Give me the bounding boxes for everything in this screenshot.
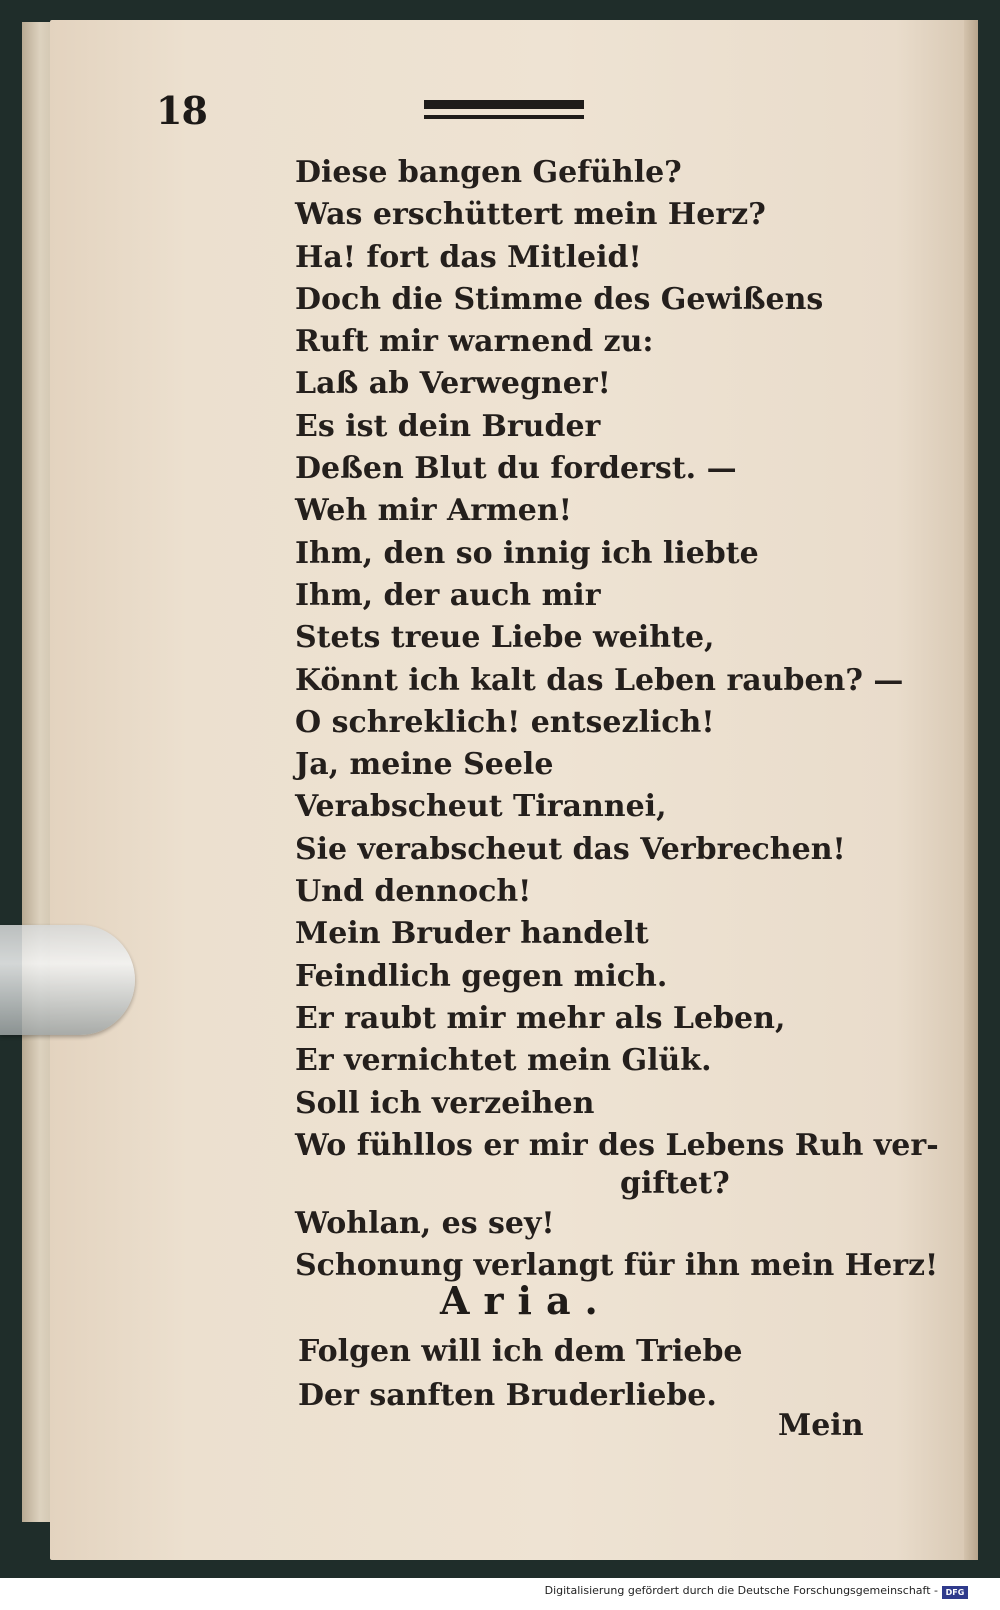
aria-verse bbox=[298, 1330, 743, 1418]
aria-line: Folgen will ich dem Triebe bbox=[298, 1334, 743, 1369]
verse-line: Stets treue Liebe weihte, bbox=[295, 620, 715, 656]
verse-line: Mein Bruder handelt bbox=[295, 916, 649, 952]
verse-line: Diese bangen Gefühle? bbox=[295, 155, 682, 190]
verse-line: Ha! fort das Mitleid! bbox=[295, 239, 642, 275]
verse-line: Er vernichtet mein Glük. bbox=[295, 1043, 712, 1079]
dfg-logo: DFG bbox=[942, 1586, 968, 1599]
verse-line: Wohlan, es sey! bbox=[295, 1206, 555, 1242]
verse-line: Soll ich verzeihen bbox=[295, 1085, 595, 1121]
digitization-credit: Digitalisierung gefördert durch die Deutsche Forschungsgemeinschaft - bbox=[544, 1584, 938, 1597]
recitative-verse bbox=[295, 152, 939, 1288]
catchword: Mein bbox=[778, 1408, 864, 1443]
verse-line: Ihm, der auch mir bbox=[295, 577, 601, 613]
verse-line: Weh mir Armen! bbox=[295, 493, 572, 529]
aria-heading: Aria. bbox=[440, 1278, 612, 1323]
header-rule-thick bbox=[424, 100, 584, 109]
verse-line: Feindlich gegen mich. bbox=[295, 958, 668, 994]
verse-line: Ihm, den so innig ich liebte bbox=[295, 535, 759, 571]
page-number: 18 bbox=[156, 88, 207, 133]
verse-line: Laß ab Verwegner! bbox=[295, 366, 611, 402]
verse-line: Doch die Stimme des Gewißens bbox=[295, 281, 824, 317]
aria-line: Der sanften Bruderliebe. bbox=[298, 1378, 717, 1413]
book-edge-right bbox=[964, 20, 978, 1560]
verse-line: Er raubt mir mehr als Leben, bbox=[295, 1000, 786, 1036]
verse-line: Und dennoch! bbox=[295, 874, 532, 910]
verse-line: Könnt ich kalt das Leben rauben? — bbox=[295, 662, 904, 698]
header-rule-thin bbox=[424, 115, 584, 119]
verse-line-continuation: giftet? bbox=[620, 1166, 730, 1202]
verse-line: Was erschüttert mein Herz? bbox=[295, 197, 766, 233]
verse-line: Verabscheut Tirannei, bbox=[295, 789, 667, 825]
verse-line: Ja, meine Seele bbox=[295, 747, 554, 783]
verse-line: Es ist dein Bruder bbox=[295, 408, 601, 444]
verse-line: Schonung verlangt für ihn mein Herz! bbox=[295, 1248, 939, 1284]
verse-line: Ruft mir warnend zu: bbox=[295, 324, 654, 360]
verse-line: Sie verabscheut das Verbrechen! bbox=[295, 831, 846, 867]
verse-line: Deßen Blut du forderst. — bbox=[295, 451, 737, 487]
verse-line: O schreklich! entsezlich! bbox=[295, 704, 715, 740]
verse-line: Wo fühllos er mir des Lebens Ruh ver- bbox=[295, 1127, 939, 1163]
page-clip bbox=[0, 925, 135, 1035]
